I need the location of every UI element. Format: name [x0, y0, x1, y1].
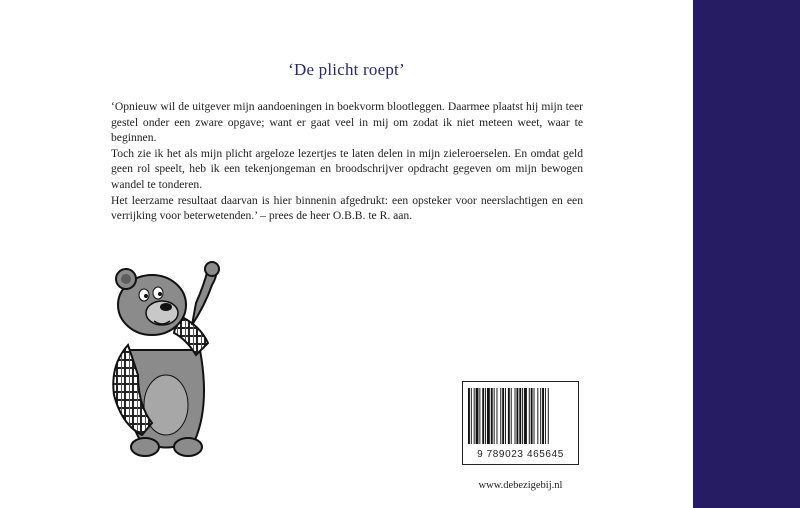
blurb-paragraph-3: Het leerzame resultaat daarvan is hier binnenin afgedrukt: een opsteker voor neerslachtigen en een verrijking voor beterwetenden.’ – prees de heer O.B.B. te R. aan.	[111, 193, 583, 223]
publisher-website[interactable]: www.debezigebij.nl	[478, 480, 563, 491]
isbn-barcode	[462, 381, 579, 465]
blurb-text	[111, 99, 583, 224]
bear-character-illustration	[100, 255, 230, 475]
spine-band	[693, 0, 800, 508]
barcode-icon	[468, 388, 573, 444]
page-title: ‘De plicht roept’	[288, 60, 405, 79]
blurb-paragraph-1: ‘Opnieuw wil de uitgever mijn aandoeningen in boekvorm blootleggen. Daarmee plaatst hij mijn teer gestel onder een zware opgave; want er gaat veel in mij om zodat ik niet meteen weet, waar te beginnen.	[111, 100, 583, 145]
isbn-number: 9 789023 465645	[477, 449, 564, 460]
blurb-paragraph-2: Toch zie ik het als mijn plicht argeloze lezertjes te laten delen in mijn zieleroerselen. En omdat geld geen rol speelt, heb ik een tekenjongeman en broodschrijver opdracht gegeven om mijn bewogen wandel te tonderen.	[111, 146, 583, 191]
